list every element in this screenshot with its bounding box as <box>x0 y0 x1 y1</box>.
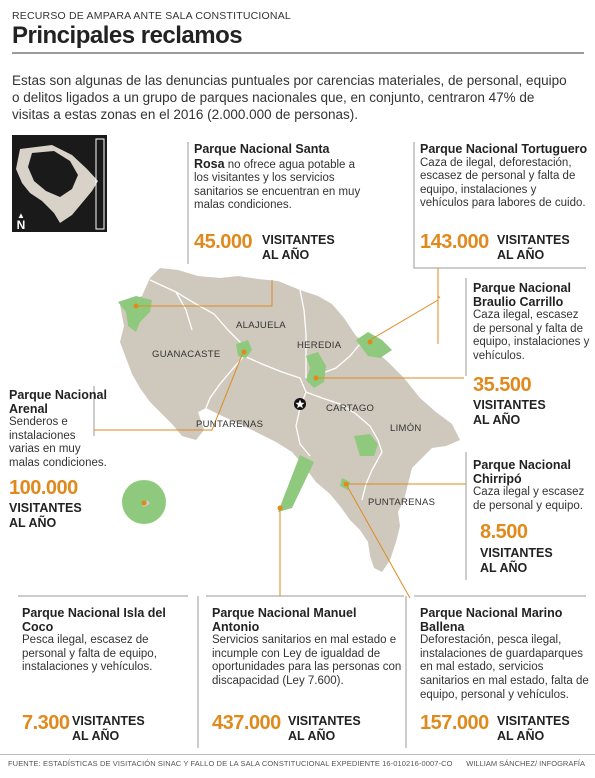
park-name-chirripo-b: Chirripó <box>473 471 522 486</box>
park-name-arenal-b: Arenal <box>9 401 48 416</box>
source-note: FUENTE: ESTADÍSTICAS DE VISITACIÓN SINAC Y FALLO DE LA SALA CONSTITUCIONAL EXPEDIENTE 16-010216-0007-CO <box>8 759 453 768</box>
credit-note: WILLIAM SÁNCHEZ/ INFOGRAFÍA <box>466 759 585 768</box>
park-box-marino-ballena <box>420 607 590 702</box>
visits-arenal: 100.000 <box>9 477 78 499</box>
page-title: Principales reclamos <box>12 22 243 49</box>
park-text-santa-rosa: no ofrece agua potable a los visitantes y los servicios sanitarios se encuentran en muy malas condiciones. <box>194 158 361 212</box>
visits-label-tortuguero <box>497 233 570 263</box>
visits-label-manuel-antonio <box>288 714 361 744</box>
park-box-santa-rosa <box>194 143 370 213</box>
park-name-ballena-a: Parque Nacional Marino <box>420 606 563 620</box>
visits-label-chirripo <box>480 546 553 576</box>
park-box-braulio-carrillo <box>473 282 591 364</box>
visits-label-santa-rosa <box>262 233 335 263</box>
park-name-santa-rosa-a: Parque Nacional Santa <box>194 142 330 156</box>
visits-label-isla-del-coco <box>72 714 145 744</box>
san-jose-star-icon <box>294 398 306 410</box>
visits-unit: VISITANTES <box>497 233 570 247</box>
visits-tortuguero: 143.000 <box>420 231 489 253</box>
park-box-arenal <box>9 389 107 471</box>
park-text-tortuguero: Caza de ilegal, deforestación, escasez de personal y falta de equipo, instalaciones y vehículos para labores de cuido. <box>420 156 586 210</box>
visits-unit: VISITANTES <box>288 714 361 728</box>
label-puntarenas-west: PUNTARENAS <box>196 419 264 430</box>
park-box-isla-del-coco <box>22 607 194 675</box>
label-puntarenas-south: PUNTARENAS <box>368 497 436 508</box>
visits-braulio-carrillo: 35.500 <box>473 374 532 396</box>
park-name-chirripo-a: Parque Nacional <box>473 458 571 472</box>
park-name-braulio-a: Parque Nacional <box>473 281 571 295</box>
label-alajuela: ALAJUELA <box>236 320 286 331</box>
footer-divider <box>0 754 595 755</box>
north-arrow-icon: ▲ N <box>14 212 28 232</box>
per-year: AL AÑO <box>497 248 545 262</box>
visits-unit: VISITANTES <box>72 714 145 728</box>
park-box-chirripo <box>473 459 591 513</box>
per-year: AL AÑO <box>480 561 528 575</box>
visits-label-arenal <box>9 501 82 531</box>
label-guanacaste: GUANACASTE <box>152 349 221 360</box>
visits-label-marino-ballena <box>497 714 570 744</box>
park-name-manuel-antonio-b: Antonio <box>212 619 260 634</box>
park-name-arenal-a: Parque Nacional <box>9 388 107 402</box>
park-name-ballena-b: Ballena <box>420 619 465 634</box>
visits-chirripo: 8.500 <box>480 521 528 543</box>
visits-unit: VISITANTES <box>497 714 570 728</box>
visits-manuel-antonio: 437.000 <box>212 712 281 734</box>
visits-unit: VISITANTES <box>262 233 335 247</box>
park-name-santa-rosa-b: Rosa <box>194 156 225 171</box>
visits-unit: VISITANTES <box>480 546 553 560</box>
per-year: AL AÑO <box>473 413 521 427</box>
park-text-braulio: Caza ilegal, escasez de personal y falta de equipo, instalaciones y vehículos. <box>473 309 590 362</box>
park-text-manuel-antonio: Servicios sanitarios en mal estado e incumple con Ley de igualdad de oportunidades para las personas con discapacidad (Ley 7.600). <box>212 634 402 687</box>
park-name-tortuguero: Parque Nacional Tortuguero <box>420 142 588 156</box>
north-label: N <box>16 218 26 232</box>
label-limon: LIMÓN <box>390 423 422 434</box>
park-box-manuel-antonio <box>212 607 402 689</box>
per-year: AL AÑO <box>9 516 57 530</box>
park-text-arenal: Senderos e instalaciones varias en muy malas condiciones. <box>9 416 107 469</box>
park-text-ballena: Deforestación, pesca ilegal, instalaciones de guardaparques en mal estado, servicios sanitarios en mal estado, falta de equipo, personal y vehículos. <box>420 634 589 701</box>
park-name-manuel-antonio-a: Parque Nacional Manuel <box>212 606 357 620</box>
park-name-coco-a: Parque Nacional Isla del <box>22 606 166 620</box>
park-text-coco: Pesca ilegal, escasez de personal y falta de equipo, instalaciones y vehículos. <box>22 634 157 674</box>
per-year: AL AÑO <box>72 729 120 743</box>
park-manuel-antonio <box>278 455 314 512</box>
costa-rica-landmass <box>120 268 460 572</box>
visits-isla-del-coco: 7.300 <box>22 712 70 734</box>
visits-label-braulio-carrillo <box>473 398 546 428</box>
label-cartago: CARTAGO <box>326 403 375 414</box>
visits-marino-ballena: 157.000 <box>420 712 489 734</box>
park-name-braulio-b: Braulio Carrillo <box>473 294 564 309</box>
park-box-tortuguero <box>420 143 588 211</box>
visits-unit: VISITANTES <box>9 501 82 515</box>
park-text-chirripo: Caza ilegal y escasez de personal y equipo. <box>473 486 585 512</box>
park-name-coco-b: Coco <box>22 619 54 634</box>
per-year: AL AÑO <box>497 729 545 743</box>
per-year: AL AÑO <box>262 248 310 262</box>
per-year: AL AÑO <box>288 729 336 743</box>
visits-unit: VISITANTES <box>473 398 546 412</box>
visits-santa-rosa: 45.000 <box>194 231 253 253</box>
label-heredia: HEREDIA <box>297 340 342 351</box>
kicker: RECURSO DE AMPARA ANTE SALA CONSTITUCIONAL <box>12 10 291 22</box>
intro-text: Estas son algunas de las denuncias puntuales por carencias materiales, de personal, equipo o delitos ligados a un grupo de parques nacionales que, en conjunto, centraron 47% de visitas a estas zonas en el 2016 (2.000.000 de personas). <box>12 73 567 122</box>
